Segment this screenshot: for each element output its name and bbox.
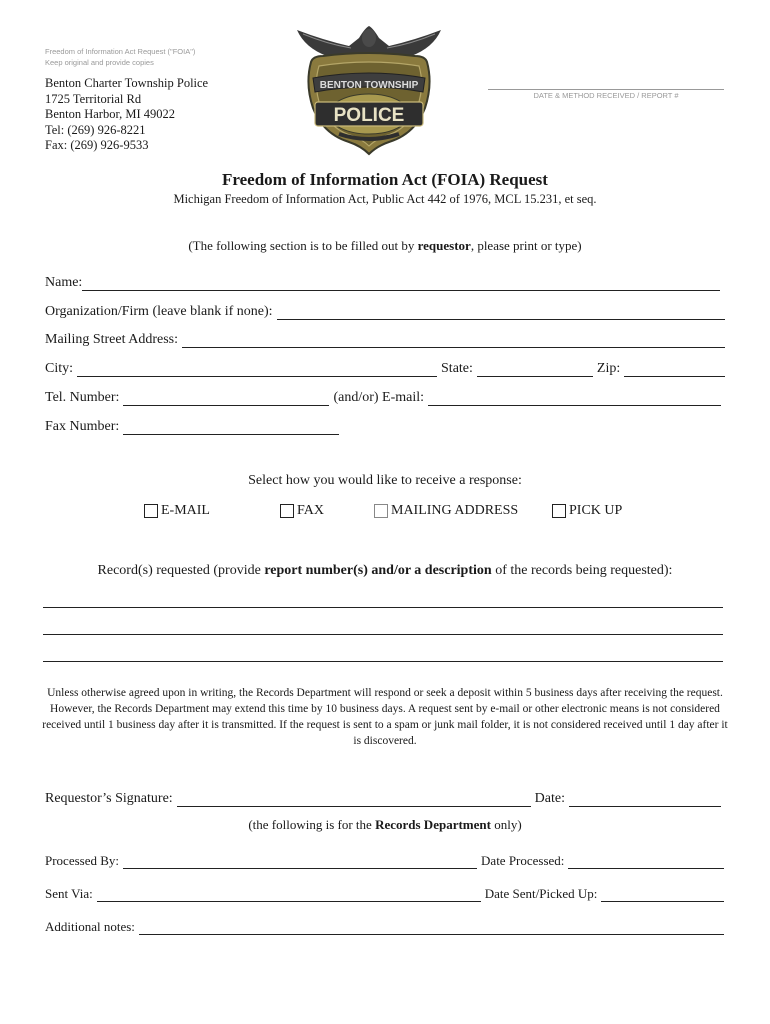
fax-option-label: FAX <box>297 503 324 518</box>
processed-by-field[interactable] <box>123 853 477 869</box>
records-bold: report number(s) and/or a description <box>264 563 492 578</box>
instruction-pre: (The following section is to be filled out by <box>188 238 418 253</box>
records-dept-post: only) <box>490 817 522 832</box>
signature-date-label: Date: <box>534 791 565 806</box>
records-requested-label <box>0 563 770 579</box>
tel-field[interactable] <box>123 390 329 406</box>
date-sent-field[interactable] <box>601 886 724 902</box>
email-option[interactable] <box>144 503 210 519</box>
form-subtitle: Michigan Freedom of Information Act, Public Act 442 of 1976, MCL 15.231, et seq. <box>173 192 597 206</box>
records-line-3[interactable] <box>43 661 723 662</box>
signature-row <box>45 787 721 807</box>
police-badge-logo <box>293 16 445 156</box>
records-line-1[interactable] <box>43 607 723 608</box>
pickup-checkbox[interactable] <box>552 504 566 518</box>
received-line <box>488 89 724 90</box>
fax-row <box>45 415 339 435</box>
department-name: Benton Charter Township Police <box>45 76 209 90</box>
notes-field[interactable] <box>139 919 724 935</box>
organization-row <box>45 300 725 320</box>
date-sent-label: Date Sent/Picked Up: <box>484 886 598 901</box>
mailing-address-checkbox[interactable] <box>374 504 388 518</box>
mailing-address-option-label: MAILING ADDRESS <box>391 503 519 518</box>
records-dept-note <box>0 817 770 833</box>
instruction-post: , please print or type) <box>470 238 582 253</box>
requestor-instruction <box>0 238 770 254</box>
email-checkbox[interactable] <box>144 504 158 518</box>
badge-main-text: POLICE <box>333 105 405 126</box>
name-row <box>45 271 720 291</box>
telephone: Tel: (269) 926-8221 <box>45 122 146 137</box>
records-line-2[interactable] <box>43 634 723 635</box>
tel-label: Tel. Number: <box>45 390 120 405</box>
date-processed-field[interactable] <box>568 853 724 869</box>
city-state-zip: Benton Harbor, MI 49022 <box>45 107 176 121</box>
fax-option[interactable] <box>280 503 324 519</box>
form-note <box>45 46 195 68</box>
records-post: of the records being requested): <box>491 563 673 578</box>
notes-row <box>45 915 724 935</box>
mailing-field[interactable] <box>182 332 725 348</box>
pickup-option[interactable] <box>552 503 622 519</box>
email-option-label: E-MAIL <box>161 503 210 518</box>
signature-label: Requestor’s Signature: <box>45 791 173 806</box>
tel-email-row <box>45 386 721 406</box>
instruction-bold: requestor <box>417 238 471 253</box>
records-pre: Record(s) requested (provide <box>97 563 265 578</box>
pickup-option-label: PICK UP <box>569 503 623 518</box>
fax-field[interactable] <box>123 419 339 435</box>
email-label: (and/or) E-mail: <box>333 390 425 405</box>
fax-checkbox[interactable] <box>280 504 294 518</box>
disclaimer-text: Unless otherwise agreed upon in writing, the Records Department will respond or seek a deposit within 5 business days after receiving the request. However, the Records Department may extend this time by 10 business days. A request sent by e-mail or other electronic means is not considered received until 1 business day after it is transmitted. If the request is sent to a spam or junk mail folder, it is not considered received until 1 day after it is discovered. <box>42 687 728 747</box>
records-dept-bold: Records Department <box>375 817 491 832</box>
organization-field[interactable] <box>277 304 725 320</box>
sent-via-label: Sent Via: <box>45 886 93 901</box>
received-label: DATE & METHOD RECEIVED / REPORT # <box>533 91 679 100</box>
state-label: State: <box>441 361 473 376</box>
street-address: 1725 Territorial Rd <box>45 91 142 106</box>
date-processed-label: Date Processed: <box>481 853 565 868</box>
city-label: City: <box>45 361 74 376</box>
mailing-row <box>45 328 725 348</box>
city-field[interactable] <box>77 361 437 377</box>
state-field[interactable] <box>477 361 593 377</box>
processed-by-label: Processed By: <box>45 853 120 868</box>
records-dept-pre: (the following is for the <box>248 817 376 832</box>
processed-row <box>45 849 724 869</box>
form-title: Freedom of Information Act (FOIA) Request <box>222 170 548 189</box>
fax: Fax: (269) 926-9533 <box>45 138 149 152</box>
department-address <box>45 76 208 154</box>
city-state-zip-row <box>45 357 725 377</box>
signature-field[interactable] <box>177 791 531 807</box>
name-field[interactable] <box>82 275 720 291</box>
mailing-address-option[interactable] <box>374 503 518 519</box>
sent-via-field[interactable] <box>97 886 481 902</box>
name-label: Name: <box>45 275 83 290</box>
notes-label: Additional notes: <box>45 919 135 934</box>
form-note-line1: Freedom of Information Act Request ("FOIA") <box>45 47 196 56</box>
signature-date-field[interactable] <box>569 791 721 807</box>
mailing-label: Mailing Street Address: <box>45 332 178 347</box>
fax-label: Fax Number: <box>45 419 120 434</box>
response-prompt: Select how you would like to receive a response: <box>248 473 522 488</box>
organization-label: Organization/Firm (leave blank if none): <box>45 304 273 319</box>
sent-via-row <box>45 882 724 902</box>
form-note-line2: Keep original and provide copies <box>45 58 154 67</box>
badge-top-text: BENTON TOWNSHIP <box>319 80 419 91</box>
zip-field[interactable] <box>624 361 725 377</box>
zip-label: Zip: <box>596 361 621 376</box>
email-field[interactable] <box>428 390 721 406</box>
